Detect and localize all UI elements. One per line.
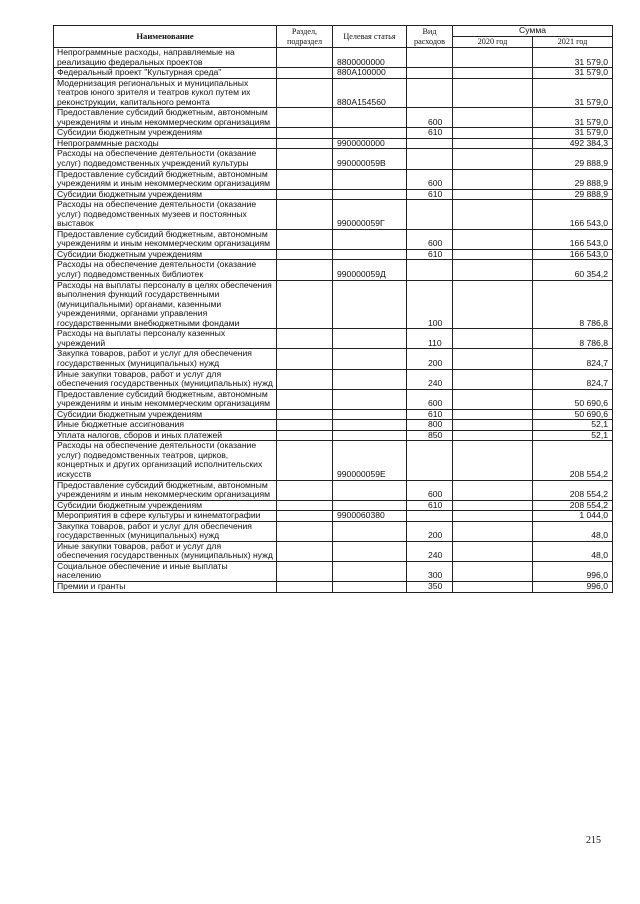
table-row — [54, 430, 613, 441]
table-row — [54, 369, 613, 389]
row-amount-2020 — [453, 480, 533, 500]
row-name: Закупка товаров, работ и услуг для обеспечения государственных (муниципальных) нужд — [54, 349, 277, 369]
row-target: 990000059В — [333, 149, 407, 169]
row-target — [333, 581, 407, 592]
row-name: Социальное обеспечение и иные выплаты населению — [54, 561, 277, 581]
row-kind: 600 — [407, 108, 453, 128]
row-target: 9900000000 — [333, 138, 407, 149]
row-target: 990000059Е — [333, 441, 407, 480]
row-section — [277, 521, 333, 541]
row-kind — [407, 138, 453, 149]
row-section — [277, 48, 333, 68]
row-name: Мероприятия в сфере культуры и кинематографии — [54, 511, 277, 522]
row-section — [277, 78, 333, 108]
row-section — [277, 561, 333, 581]
table-row — [54, 249, 613, 260]
row-amount-2021: 824,7 — [533, 349, 613, 369]
row-section — [277, 189, 333, 200]
row-amount-2020 — [453, 541, 533, 561]
row-name: Расходы на выплаты персоналу казенных учреждений — [54, 329, 277, 349]
table-row — [54, 329, 613, 349]
table-row — [54, 189, 613, 200]
row-amount-2020 — [453, 430, 533, 441]
row-amount-2021: 52,1 — [533, 430, 613, 441]
row-section — [277, 200, 333, 230]
table-row — [54, 78, 613, 108]
row-kind: 600 — [407, 229, 453, 249]
row-target — [333, 389, 407, 409]
row-kind — [407, 68, 453, 79]
row-section — [277, 128, 333, 139]
row-target — [333, 561, 407, 581]
row-amount-2021: 50 690,6 — [533, 409, 613, 420]
row-target — [333, 108, 407, 128]
row-kind: 200 — [407, 349, 453, 369]
row-name: Расходы на обеспечение деятельности (оказание услуг) подведомственных учреждений культуры — [54, 149, 277, 169]
row-amount-2020 — [453, 200, 533, 230]
table-row — [54, 420, 613, 431]
row-name: Непрограммные расходы, направляемые на реализацию федеральных проектов — [54, 48, 277, 68]
row-section — [277, 68, 333, 79]
row-amount-2020 — [453, 189, 533, 200]
table-row — [54, 229, 613, 249]
row-amount-2021: 8 786,8 — [533, 329, 613, 349]
row-amount-2020 — [453, 369, 533, 389]
row-section — [277, 369, 333, 389]
row-amount-2020 — [453, 420, 533, 431]
table-row — [54, 68, 613, 79]
header-kind: Вид расходов — [407, 26, 453, 48]
table-row — [54, 128, 613, 139]
row-name: Субсидии бюджетным учреждениям — [54, 189, 277, 200]
row-amount-2020 — [453, 229, 533, 249]
row-kind — [407, 260, 453, 280]
row-amount-2020 — [453, 128, 533, 139]
row-target — [333, 169, 407, 189]
row-amount-2021: 996,0 — [533, 581, 613, 592]
row-target — [333, 409, 407, 420]
row-kind: 610 — [407, 189, 453, 200]
row-kind: 600 — [407, 480, 453, 500]
row-name: Предоставление субсидий бюджетным, автономным учреждениям и иным некоммерческим организациям — [54, 229, 277, 249]
row-amount-2021: 1 044,0 — [533, 511, 613, 522]
row-section — [277, 500, 333, 511]
row-amount-2021: 31 579,0 — [533, 128, 613, 139]
row-target — [333, 369, 407, 389]
row-amount-2020 — [453, 169, 533, 189]
row-amount-2021: 824,7 — [533, 369, 613, 389]
row-kind: 110 — [407, 329, 453, 349]
table-row — [54, 280, 613, 329]
row-amount-2021: 31 579,0 — [533, 68, 613, 79]
table-body — [54, 48, 613, 593]
table-row — [54, 581, 613, 592]
table-row — [54, 541, 613, 561]
row-amount-2021: 48,0 — [533, 541, 613, 561]
row-amount-2021: 166 543,0 — [533, 200, 613, 230]
row-target: 880A100000 — [333, 68, 407, 79]
row-amount-2021: 166 543,0 — [533, 229, 613, 249]
row-kind: 800 — [407, 420, 453, 431]
row-amount-2021: 208 554,2 — [533, 441, 613, 480]
table-row — [54, 441, 613, 480]
row-name: Субсидии бюджетным учреждениям — [54, 249, 277, 260]
row-kind: 240 — [407, 541, 453, 561]
row-amount-2021: 492 384,3 — [533, 138, 613, 149]
row-name: Предоставление субсидий бюджетным, автономным учреждениям и иным некоммерческим организациям — [54, 169, 277, 189]
table-row — [54, 138, 613, 149]
row-amount-2020 — [453, 561, 533, 581]
row-kind: 610 — [407, 500, 453, 511]
row-section — [277, 409, 333, 420]
row-section — [277, 229, 333, 249]
row-amount-2021: 208 554,2 — [533, 500, 613, 511]
row-name: Предоставление субсидий бюджетным, автономным учреждениям и иным некоммерческим организациям — [54, 389, 277, 409]
table-row — [54, 409, 613, 420]
row-amount-2020 — [453, 409, 533, 420]
row-section — [277, 389, 333, 409]
row-section — [277, 349, 333, 369]
row-amount-2020 — [453, 108, 533, 128]
row-target: 990000059Д — [333, 260, 407, 280]
row-amount-2021: 208 554,2 — [533, 480, 613, 500]
row-kind: 350 — [407, 581, 453, 592]
row-target: 8800000000 — [333, 48, 407, 68]
row-name: Расходы на обеспечение деятельности (оказание услуг) подведомственных музеев и постоянных выставок — [54, 200, 277, 230]
table-row — [54, 260, 613, 280]
table-row — [54, 48, 613, 68]
row-section — [277, 541, 333, 561]
row-kind: 850 — [407, 430, 453, 441]
row-target: 990000059Г — [333, 200, 407, 230]
row-amount-2021: 52,1 — [533, 420, 613, 431]
row-amount-2021: 31 579,0 — [533, 48, 613, 68]
budget-document — [53, 25, 612, 593]
row-name: Предоставление субсидий бюджетным, автономным учреждениям и иным некоммерческим организациям — [54, 108, 277, 128]
row-amount-2021: 31 579,0 — [533, 78, 613, 108]
row-target — [333, 420, 407, 431]
row-target — [333, 430, 407, 441]
row-kind: 200 — [407, 521, 453, 541]
row-amount-2021: 166 543,0 — [533, 249, 613, 260]
row-amount-2020 — [453, 349, 533, 369]
row-kind — [407, 511, 453, 522]
header-year-2020: 2020 год — [453, 37, 533, 48]
row-target — [333, 249, 407, 260]
row-name: Субсидии бюджетным учреждениям — [54, 409, 277, 420]
row-target — [333, 329, 407, 349]
row-amount-2020 — [453, 48, 533, 68]
table-row — [54, 169, 613, 189]
row-amount-2021: 48,0 — [533, 521, 613, 541]
row-amount-2020 — [453, 511, 533, 522]
row-section — [277, 430, 333, 441]
row-section — [277, 260, 333, 280]
row-target — [333, 189, 407, 200]
table-row — [54, 511, 613, 522]
table-row — [54, 480, 613, 500]
row-section — [277, 138, 333, 149]
row-section — [277, 581, 333, 592]
row-name: Расходы на обеспечение деятельности (оказание услуг) подведомственных библиотек — [54, 260, 277, 280]
row-section — [277, 108, 333, 128]
row-amount-2020 — [453, 249, 533, 260]
row-amount-2021: 29 888,9 — [533, 149, 613, 169]
row-target — [333, 280, 407, 329]
row-kind — [407, 48, 453, 68]
row-kind — [407, 149, 453, 169]
row-kind: 240 — [407, 369, 453, 389]
row-section — [277, 169, 333, 189]
row-kind — [407, 441, 453, 480]
header-sum: Сумма — [453, 26, 613, 37]
row-target — [333, 229, 407, 249]
row-amount-2020 — [453, 329, 533, 349]
row-name: Федеральный проект "Культурная среда" — [54, 68, 277, 79]
row-section — [277, 280, 333, 329]
row-kind — [407, 200, 453, 230]
row-name: Расходы на выплаты персоналу в целях обеспечения выполнения функций государственными (муниципальными) органами, казенными учреждениями, органами управления государственными внебюджетными фондами — [54, 280, 277, 329]
row-amount-2020 — [453, 389, 533, 409]
row-target — [333, 349, 407, 369]
row-amount-2020 — [453, 280, 533, 329]
row-target — [333, 541, 407, 561]
row-amount-2020 — [453, 581, 533, 592]
row-amount-2020 — [453, 441, 533, 480]
table-row — [54, 389, 613, 409]
row-kind: 600 — [407, 169, 453, 189]
row-amount-2020 — [453, 78, 533, 108]
row-section — [277, 420, 333, 431]
row-kind: 610 — [407, 128, 453, 139]
header-year-2021: 2021 год — [533, 37, 613, 48]
row-section — [277, 511, 333, 522]
row-amount-2021: 8 786,8 — [533, 280, 613, 329]
table-row — [54, 200, 613, 230]
row-name: Предоставление субсидий бюджетным, автономным учреждениям и иным некоммерческим организациям — [54, 480, 277, 500]
row-kind: 100 — [407, 280, 453, 329]
table-header — [54, 26, 613, 48]
budget-table — [53, 25, 613, 593]
row-kind: 610 — [407, 409, 453, 420]
row-target — [333, 480, 407, 500]
row-name: Закупка товаров, работ и услуг для обеспечения государственных (муниципальных) нужд — [54, 521, 277, 541]
row-name: Премии и гранты — [54, 581, 277, 592]
row-section — [277, 249, 333, 260]
row-target — [333, 500, 407, 511]
row-amount-2020 — [453, 138, 533, 149]
table-row — [54, 500, 613, 511]
page-number: 215 — [586, 835, 601, 846]
row-name: Расходы на обеспечение деятельности (оказание услуг) подведомственных театров, цирков, концертных и других организаций исполнительских искусств — [54, 441, 277, 480]
header-section: Раздел, подраздел — [277, 26, 333, 48]
row-section — [277, 441, 333, 480]
row-name: Иные закупки товаров, работ и услуг для обеспечения государственных (муниципальных) нужд — [54, 541, 277, 561]
table-row — [54, 108, 613, 128]
row-kind: 610 — [407, 249, 453, 260]
row-target: 9900060380 — [333, 511, 407, 522]
row-name: Иные бюджетные ассигнования — [54, 420, 277, 431]
header-name: Наименование — [54, 26, 277, 48]
row-kind — [407, 78, 453, 108]
row-section — [277, 149, 333, 169]
row-amount-2020 — [453, 500, 533, 511]
row-amount-2021: 29 888,9 — [533, 169, 613, 189]
row-kind: 600 — [407, 389, 453, 409]
row-name: Иные закупки товаров, работ и услуг для обеспечения государственных (муниципальных) нужд — [54, 369, 277, 389]
row-amount-2021: 31 579,0 — [533, 108, 613, 128]
row-section — [277, 329, 333, 349]
row-name: Субсидии бюджетным учреждениям — [54, 500, 277, 511]
row-amount-2020 — [453, 521, 533, 541]
table-row — [54, 349, 613, 369]
row-amount-2021: 60 354,2 — [533, 260, 613, 280]
row-name: Уплата налогов, сборов и иных платежей — [54, 430, 277, 441]
row-amount-2020 — [453, 149, 533, 169]
table-row — [54, 561, 613, 581]
row-target: 880A154560 — [333, 78, 407, 108]
row-name: Модернизация региональных и муниципальных театров юного зрителя и театров кукол путем их реконструкции, капитального ремонта — [54, 78, 277, 108]
row-name: Непрограммные расходы — [54, 138, 277, 149]
header-target: Целевая статья — [333, 26, 407, 48]
row-name: Субсидии бюджетным учреждениям — [54, 128, 277, 139]
row-amount-2020 — [453, 68, 533, 79]
row-amount-2020 — [453, 260, 533, 280]
row-kind: 300 — [407, 561, 453, 581]
table-row — [54, 521, 613, 541]
row-target — [333, 521, 407, 541]
table-row — [54, 149, 613, 169]
row-section — [277, 480, 333, 500]
row-amount-2021: 50 690,6 — [533, 389, 613, 409]
row-target — [333, 128, 407, 139]
row-amount-2021: 996,0 — [533, 561, 613, 581]
row-amount-2021: 29 888,9 — [533, 189, 613, 200]
